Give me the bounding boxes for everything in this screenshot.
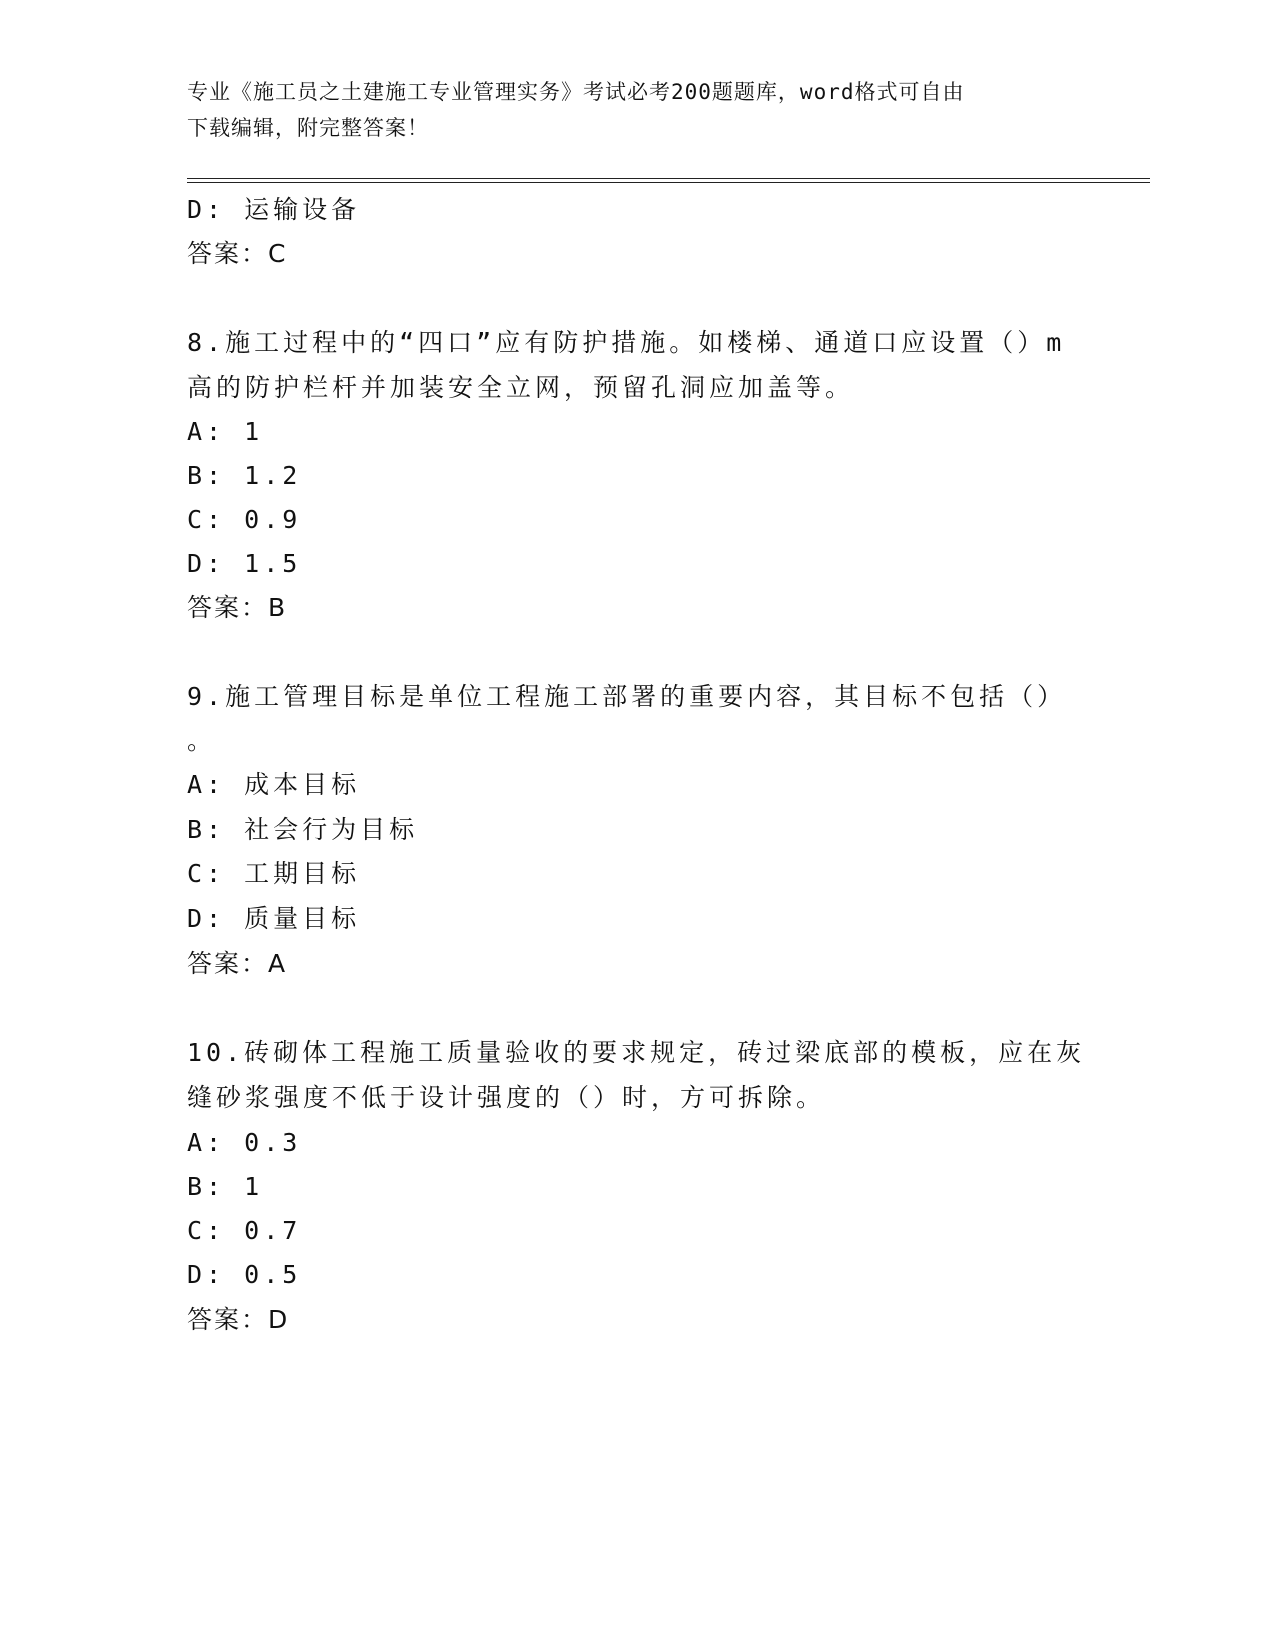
option-d: D: 1.5 bbox=[187, 549, 302, 578]
option-c: C: 0.9 bbox=[187, 505, 302, 534]
header-divider-top bbox=[187, 178, 1150, 179]
question-stem-line-1: 8.施工过程中的“四口”应有防护措施。如楼梯、通道口应设置（）m bbox=[187, 328, 1066, 357]
answer-line: 答案：D bbox=[187, 1305, 290, 1334]
question-stem-line-1: 9.施工管理目标是单位工程施工部署的重要内容，其目标不包括（） bbox=[187, 682, 1067, 711]
option-a: A: 0.3 bbox=[187, 1128, 302, 1157]
answer-line: 答案：C bbox=[187, 239, 288, 268]
question-stem-line-1: 10.砖砌体工程施工质量验收的要求规定，砖过梁底部的模板，应在灰 bbox=[187, 1038, 1086, 1067]
option-b: B: 1 bbox=[187, 1172, 264, 1201]
answer-line: 答案：A bbox=[187, 949, 288, 978]
option-d: D: 质量目标 bbox=[187, 904, 361, 933]
option-c: C: 工期目标 bbox=[187, 859, 361, 888]
option-b: B: 社会行为目标 bbox=[187, 815, 419, 844]
option-c: C: 0.7 bbox=[187, 1216, 302, 1245]
header-divider-bottom bbox=[187, 182, 1150, 183]
answer-line: 答案：B bbox=[187, 593, 288, 622]
question-stem-line-2: 缝砂浆强度不低于设计强度的（）时，方可拆除。 bbox=[187, 1083, 826, 1112]
option-d: D: 运输设备 bbox=[187, 195, 361, 224]
document-header bbox=[187, 74, 1067, 146]
option-a: A: 成本目标 bbox=[187, 770, 361, 799]
header-line-1: 专业《施工员之土建施工专业管理实务》考试必考200题题库，word格式可自由 bbox=[187, 80, 965, 104]
header-line-2: 下载编辑，附完整答案！ bbox=[187, 116, 429, 140]
question-stem-line-2: 。 bbox=[187, 726, 217, 755]
option-d: D: 0.5 bbox=[187, 1260, 302, 1289]
question-stem-line-2: 高的防护栏杆并加装安全立网，预留孔洞应加盖等。 bbox=[187, 373, 855, 402]
option-a: A: 1 bbox=[187, 417, 264, 446]
option-b: B: 1.2 bbox=[187, 461, 302, 490]
